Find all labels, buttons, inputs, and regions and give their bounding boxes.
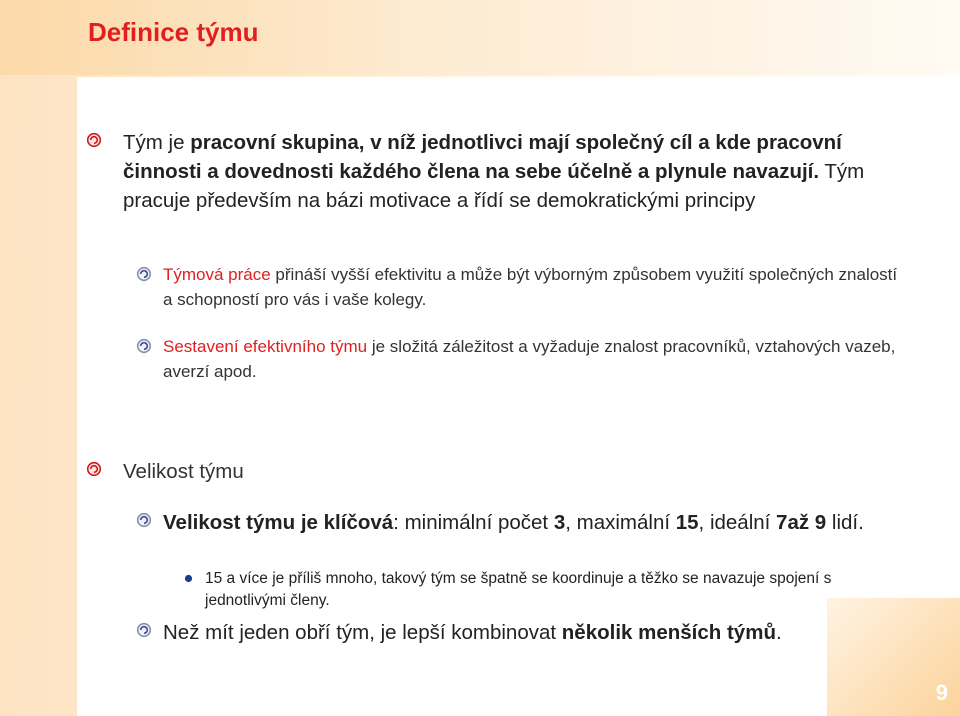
swirl-bullet-icon xyxy=(86,132,102,148)
highlight-phrase: Týmová práce xyxy=(163,265,271,284)
subbullet-text: Týmová práce přináší vyšší efektivitu a může být výborným způsobem využití společných znalostí a schopností pro vás i vaše kolegy. xyxy=(163,265,898,309)
dot-bullet-icon xyxy=(184,574,193,583)
subbullet-size-key xyxy=(136,508,906,537)
swirl-bullet-icon xyxy=(136,266,152,282)
subbullet-text: Velikost týmu je klíčová: minimální počet 3, maximální 15, ideální 7až 9 lidí. xyxy=(163,511,864,534)
corner-decoration xyxy=(827,598,960,716)
bullet-text: Velikost týmu xyxy=(123,460,244,483)
swirl-bullet-icon xyxy=(136,512,152,528)
detail-large-teams xyxy=(181,568,901,612)
subbullet-text: Než mít jeden obří tým, je lepší kombinovat několik menších týmů. xyxy=(163,621,782,644)
subbullet-teamwork xyxy=(136,262,906,312)
bold-phrase: Velikost týmu je klíčová xyxy=(163,511,394,534)
bold-phrase: pracovní skupina, v níž jednotlivci mají společný cíl a kde pracovní činnosti a dovednosti každého člena na sebe účelně a plynule navazují. xyxy=(123,131,842,183)
slide-title: Definice týmu xyxy=(88,17,259,47)
bullet-team-definition xyxy=(86,128,866,215)
swirl-bullet-icon xyxy=(136,338,152,354)
subbullet-smaller-teams xyxy=(136,618,906,647)
highlight-phrase: Sestavení efektivního týmu xyxy=(163,337,368,356)
page-number: 9 xyxy=(935,680,948,705)
swirl-bullet-icon xyxy=(136,622,152,638)
subbullet-team-building xyxy=(136,334,906,384)
bold-phrase: několik menších týmů xyxy=(561,621,776,644)
bullet-text: Tým je pracovní skupina, v níž jednotlivci mají společný cíl a kde pracovní činnosti a dovednosti každého člena na sebe účelně a plynule navazují. Tým pracuje především na bázi motivace a řídí se demokratickými principy xyxy=(123,131,865,212)
bullet-team-size xyxy=(86,457,866,486)
detail-text: 15 a více je příliš mnoho, takový tým se špatně se koordinuje a těžko se navazuje spojení s jednotlivými členy. xyxy=(205,570,832,609)
slide-header xyxy=(0,0,960,75)
subbullet-text: Sestavení efektivního týmu je složitá záležitost a vyžaduje znalost pracovníků, vztahových vazeb, averzí apod. xyxy=(163,337,896,381)
swirl-bullet-icon xyxy=(86,461,102,477)
